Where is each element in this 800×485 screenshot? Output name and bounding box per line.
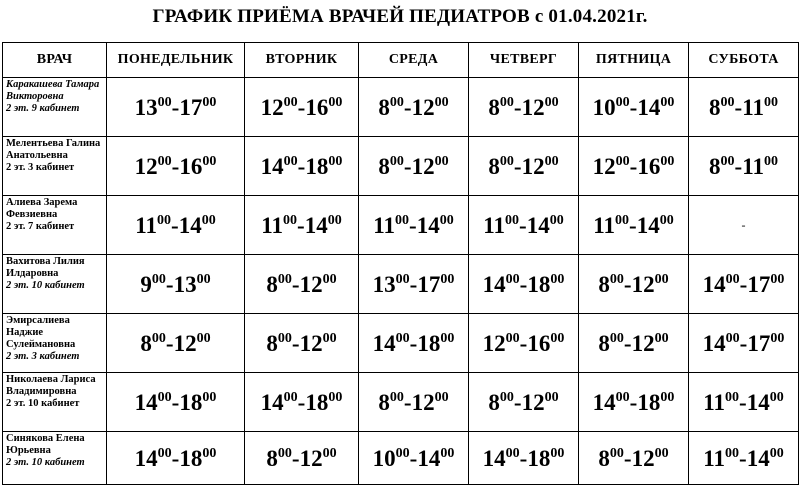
start-hour: 14 bbox=[702, 271, 726, 297]
time-cell-friday: $11^{00}-14^{00}$ bbox=[579, 196, 689, 255]
end-hour: 14 bbox=[178, 212, 202, 238]
end-minutes: 00 bbox=[550, 445, 565, 461]
start-minutes: 00 bbox=[157, 94, 172, 110]
doctor-room: 2 эт. 3 кабинет bbox=[6, 351, 80, 362]
start-minutes: 00 bbox=[395, 271, 410, 287]
doctor-row bbox=[3, 314, 799, 373]
end-hour: 12 bbox=[411, 389, 435, 415]
start-hour: 13 bbox=[372, 271, 396, 297]
doctor-room: 2 эт. 10 кабинет bbox=[6, 398, 80, 409]
start-minutes: 00 bbox=[283, 389, 298, 405]
start-hour: 14 bbox=[372, 330, 396, 356]
start-minutes: 00 bbox=[609, 271, 624, 287]
end-minutes: 00 bbox=[322, 330, 337, 346]
doctor-name: Эмирсалиева Наджие Сулеймановна bbox=[6, 315, 76, 350]
end-minutes: 00 bbox=[202, 153, 217, 169]
end-minutes: 00 bbox=[763, 153, 778, 169]
start-minutes: 00 bbox=[725, 445, 740, 461]
end-minutes: 00 bbox=[549, 212, 564, 228]
start-hour: 8 bbox=[266, 330, 278, 356]
end-hour: 16 bbox=[305, 94, 329, 120]
end-minutes: 00 bbox=[769, 389, 784, 405]
start-hour: 14 bbox=[260, 153, 284, 179]
start-minutes: 00 bbox=[151, 330, 166, 346]
start-hour: 8 bbox=[488, 153, 500, 179]
end-hour: 14 bbox=[416, 212, 440, 238]
end-hour: 14 bbox=[304, 212, 328, 238]
end-minutes: 00 bbox=[196, 330, 211, 346]
end-hour: 13 bbox=[173, 271, 197, 297]
start-hour: 8 bbox=[266, 271, 278, 297]
end-hour: 12 bbox=[631, 445, 655, 471]
end-hour: 18 bbox=[305, 153, 329, 179]
start-minutes: 00 bbox=[615, 94, 630, 110]
end-hour: 18 bbox=[305, 389, 329, 415]
end-hour: 12 bbox=[521, 389, 545, 415]
time-cell-tuesday: $11^{00}-14^{00}$ bbox=[245, 196, 359, 255]
header-thursday: ЧЕТВЕРГ bbox=[469, 43, 579, 78]
start-hour: 12 bbox=[260, 94, 284, 120]
start-minutes: 00 bbox=[505, 271, 520, 287]
time-cell-monday: $14^{00}-18^{00}$ bbox=[107, 432, 245, 485]
doctor-cell bbox=[3, 314, 107, 373]
doctor-name: Мелентьева Галина Анатольевна bbox=[6, 138, 101, 161]
start-minutes: 00 bbox=[615, 389, 630, 405]
time-cell-saturday: $8^{00}-11^{00}$ bbox=[689, 137, 799, 196]
start-minutes: 00 bbox=[395, 445, 410, 461]
end-hour: 12 bbox=[631, 330, 655, 356]
header-row bbox=[3, 43, 799, 78]
time-cell-monday: $11^{00}-14^{00}$ bbox=[107, 196, 245, 255]
doctor-cell bbox=[3, 432, 107, 485]
start-minutes: 00 bbox=[157, 212, 172, 228]
time-cell-monday: $14^{00}-18^{00}$ bbox=[107, 373, 245, 432]
time-cell-monday: $12^{00}-16^{00}$ bbox=[107, 137, 245, 196]
end-hour: 18 bbox=[637, 389, 661, 415]
start-hour: 14 bbox=[482, 271, 506, 297]
start-minutes: 00 bbox=[157, 153, 172, 169]
start-minutes: 00 bbox=[499, 94, 514, 110]
no-reception-mark: - bbox=[741, 218, 746, 232]
time-cell-friday: $8^{00}-12^{00}$ bbox=[579, 255, 689, 314]
start-hour: 11 bbox=[703, 445, 726, 471]
doctor-cell bbox=[3, 78, 107, 137]
end-minutes: 00 bbox=[434, 94, 449, 110]
time-cell-tuesday: $8^{00}-12^{00}$ bbox=[245, 432, 359, 485]
doctor-row bbox=[3, 196, 799, 255]
end-hour: 14 bbox=[417, 445, 441, 471]
start-minutes: 00 bbox=[725, 271, 740, 287]
end-hour: 12 bbox=[631, 271, 655, 297]
end-hour: 18 bbox=[527, 271, 551, 297]
end-hour: 17 bbox=[417, 271, 441, 297]
header-monday: ПОНЕДЕЛЬНИК bbox=[107, 43, 245, 78]
start-minutes: 00 bbox=[283, 212, 298, 228]
end-minutes: 00 bbox=[439, 212, 454, 228]
time-cell-wednesday: $10^{00}-14^{00}$ bbox=[359, 432, 469, 485]
time-cell-thursday: $12^{00}-16^{00}$ bbox=[469, 314, 579, 373]
start-minutes: 00 bbox=[157, 389, 172, 405]
time-cell-saturday bbox=[689, 196, 799, 255]
end-minutes: 00 bbox=[544, 94, 559, 110]
end-minutes: 00 bbox=[763, 94, 778, 110]
end-minutes: 00 bbox=[440, 330, 455, 346]
start-minutes: 00 bbox=[499, 153, 514, 169]
start-hour: 12 bbox=[592, 153, 616, 179]
start-hour: 8 bbox=[266, 445, 278, 471]
start-minutes: 00 bbox=[505, 445, 520, 461]
end-hour: 17 bbox=[747, 330, 771, 356]
doctor-name: Синякова Елена Юрьевна bbox=[6, 433, 85, 456]
end-minutes: 00 bbox=[434, 389, 449, 405]
end-hour: 18 bbox=[179, 445, 203, 471]
end-hour: 14 bbox=[746, 445, 770, 471]
time-cell-saturday: $11^{00}-14^{00}$ bbox=[689, 432, 799, 485]
start-hour: 14 bbox=[702, 330, 726, 356]
start-hour: 10 bbox=[592, 94, 616, 120]
time-cell-wednesday: $8^{00}-12^{00}$ bbox=[359, 78, 469, 137]
page-title: ГРАФИК ПРИЁМА ВРАЧЕЙ ПЕДИАТРОВ с 01.04.2021г. bbox=[152, 6, 648, 27]
time-cell-monday: $8^{00}-12^{00}$ bbox=[107, 314, 245, 373]
time-cell-wednesday: $14^{00}-18^{00}$ bbox=[359, 314, 469, 373]
time-cell-saturday: $8^{00}-11^{00}$ bbox=[689, 78, 799, 137]
doctor-cell bbox=[3, 196, 107, 255]
end-hour: 14 bbox=[746, 389, 770, 415]
time-cell-wednesday: $8^{00}-12^{00}$ bbox=[359, 373, 469, 432]
time-cell-friday: $8^{00}-12^{00}$ bbox=[579, 432, 689, 485]
end-minutes: 00 bbox=[654, 445, 669, 461]
start-minutes: 00 bbox=[609, 445, 624, 461]
end-minutes: 00 bbox=[322, 445, 337, 461]
start-minutes: 00 bbox=[505, 212, 520, 228]
start-hour: 11 bbox=[261, 212, 284, 238]
doctor-room: 2 эт. 10 кабинет bbox=[6, 280, 85, 291]
end-hour: 11 bbox=[742, 153, 764, 179]
end-minutes: 00 bbox=[654, 271, 669, 287]
start-hour: 11 bbox=[483, 212, 506, 238]
start-hour: 11 bbox=[373, 212, 396, 238]
doctor-name: Николаева Лариса Владимировна bbox=[6, 374, 96, 397]
start-minutes: 00 bbox=[505, 330, 520, 346]
start-hour: 8 bbox=[709, 94, 721, 120]
end-minutes: 00 bbox=[660, 389, 675, 405]
time-cell-wednesday: $13^{00}-17^{00}$ bbox=[359, 255, 469, 314]
start-hour: 8 bbox=[140, 330, 152, 356]
start-minutes: 00 bbox=[395, 212, 410, 228]
start-hour: 14 bbox=[482, 445, 506, 471]
end-minutes: 00 bbox=[440, 271, 455, 287]
header-doctor: ВРАЧ bbox=[3, 43, 107, 78]
start-minutes: 00 bbox=[157, 445, 172, 461]
end-minutes: 00 bbox=[201, 212, 216, 228]
end-hour: 12 bbox=[411, 94, 435, 120]
time-cell-tuesday: $14^{00}-18^{00}$ bbox=[245, 373, 359, 432]
end-minutes: 00 bbox=[769, 445, 784, 461]
doctor-name: Алиева Зарема Февзиевна bbox=[6, 197, 78, 220]
doctor-room: 2 эт. 10 кабинет bbox=[6, 457, 85, 468]
start-hour: 11 bbox=[135, 212, 158, 238]
doctor-row bbox=[3, 255, 799, 314]
start-minutes: 00 bbox=[609, 330, 624, 346]
start-minutes: 00 bbox=[389, 389, 404, 405]
time-cell-thursday: $8^{00}-12^{00}$ bbox=[469, 373, 579, 432]
end-hour: 14 bbox=[636, 212, 660, 238]
end-minutes: 00 bbox=[202, 389, 217, 405]
start-hour: 8 bbox=[378, 389, 390, 415]
start-hour: 8 bbox=[598, 445, 610, 471]
end-minutes: 00 bbox=[202, 445, 217, 461]
schedule-table bbox=[2, 42, 799, 485]
doctor-row bbox=[3, 78, 799, 137]
end-minutes: 00 bbox=[654, 330, 669, 346]
end-hour: 18 bbox=[417, 330, 441, 356]
start-minutes: 00 bbox=[389, 94, 404, 110]
time-cell-thursday: $8^{00}-12^{00}$ bbox=[469, 137, 579, 196]
time-cell-monday: $13^{00}-17^{00}$ bbox=[107, 78, 245, 137]
start-hour: 12 bbox=[134, 153, 158, 179]
end-hour: 16 bbox=[637, 153, 661, 179]
start-hour: 11 bbox=[703, 389, 726, 415]
time-cell-friday: $14^{00}-18^{00}$ bbox=[579, 373, 689, 432]
doctor-room: 2 эт. 7 кабинет bbox=[6, 221, 75, 232]
end-hour: 12 bbox=[299, 445, 323, 471]
end-hour: 12 bbox=[411, 153, 435, 179]
end-minutes: 00 bbox=[328, 153, 343, 169]
header-friday: ПЯТНИЦА bbox=[579, 43, 689, 78]
start-hour: 14 bbox=[592, 389, 616, 415]
start-hour: 8 bbox=[709, 153, 721, 179]
time-cell-wednesday: $11^{00}-14^{00}$ bbox=[359, 196, 469, 255]
start-minutes: 00 bbox=[499, 389, 514, 405]
doctor-row bbox=[3, 432, 799, 485]
time-cell-saturday: $14^{00}-17^{00}$ bbox=[689, 255, 799, 314]
doctor-row bbox=[3, 137, 799, 196]
start-minutes: 00 bbox=[615, 153, 630, 169]
end-hour: 11 bbox=[742, 94, 764, 120]
end-hour: 14 bbox=[637, 94, 661, 120]
start-hour: 14 bbox=[260, 389, 284, 415]
end-minutes: 00 bbox=[660, 153, 675, 169]
start-hour: 10 bbox=[372, 445, 396, 471]
end-minutes: 00 bbox=[322, 271, 337, 287]
start-minutes: 00 bbox=[151, 271, 166, 287]
doctor-name: Каракашева Тамара Викторовна bbox=[6, 79, 100, 102]
time-cell-friday: $8^{00}-12^{00}$ bbox=[579, 314, 689, 373]
end-minutes: 00 bbox=[659, 212, 674, 228]
start-minutes: 00 bbox=[615, 212, 630, 228]
start-hour: 8 bbox=[378, 153, 390, 179]
start-hour: 8 bbox=[598, 330, 610, 356]
time-cell-tuesday: $14^{00}-18^{00}$ bbox=[245, 137, 359, 196]
time-cell-tuesday: $8^{00}-12^{00}$ bbox=[245, 314, 359, 373]
doctor-room: 2 эт. 9 кабинет bbox=[6, 103, 80, 114]
end-minutes: 00 bbox=[328, 94, 343, 110]
start-minutes: 00 bbox=[725, 389, 740, 405]
time-cell-tuesday: $12^{00}-16^{00}$ bbox=[245, 78, 359, 137]
end-hour: 18 bbox=[179, 389, 203, 415]
time-cell-thursday: $14^{00}-18^{00}$ bbox=[469, 255, 579, 314]
end-minutes: 00 bbox=[660, 94, 675, 110]
doctor-room: 2 эт. 3 кабинет bbox=[6, 162, 75, 173]
time-cell-monday: $9^{00}-13^{00}$ bbox=[107, 255, 245, 314]
end-minutes: 00 bbox=[770, 330, 785, 346]
time-cell-thursday: $8^{00}-12^{00}$ bbox=[469, 78, 579, 137]
start-minutes: 00 bbox=[283, 153, 298, 169]
header-wednesday: СРЕДА bbox=[359, 43, 469, 78]
start-hour: 14 bbox=[134, 445, 158, 471]
start-hour: 8 bbox=[488, 389, 500, 415]
doctor-cell bbox=[3, 373, 107, 432]
end-hour: 12 bbox=[173, 330, 197, 356]
end-hour: 17 bbox=[179, 94, 203, 120]
start-hour: 9 bbox=[140, 271, 152, 297]
start-hour: 14 bbox=[134, 389, 158, 415]
start-minutes: 00 bbox=[395, 330, 410, 346]
start-hour: 11 bbox=[593, 212, 616, 238]
end-minutes: 00 bbox=[434, 153, 449, 169]
start-minutes: 00 bbox=[283, 94, 298, 110]
end-hour: 12 bbox=[521, 153, 545, 179]
start-hour: 8 bbox=[598, 271, 610, 297]
doctor-cell bbox=[3, 255, 107, 314]
time-cell-tuesday: $8^{00}-12^{00}$ bbox=[245, 255, 359, 314]
end-hour: 18 bbox=[527, 445, 551, 471]
time-cell-wednesday: $8^{00}-12^{00}$ bbox=[359, 137, 469, 196]
end-minutes: 00 bbox=[544, 153, 559, 169]
end-minutes: 00 bbox=[770, 271, 785, 287]
end-hour: 12 bbox=[299, 271, 323, 297]
end-hour: 16 bbox=[527, 330, 551, 356]
start-hour: 8 bbox=[488, 94, 500, 120]
time-cell-friday: $10^{00}-14^{00}$ bbox=[579, 78, 689, 137]
start-minutes: 00 bbox=[277, 271, 292, 287]
end-minutes: 00 bbox=[328, 389, 343, 405]
start-minutes: 00 bbox=[725, 330, 740, 346]
start-minutes: 00 bbox=[720, 153, 735, 169]
end-minutes: 00 bbox=[550, 330, 565, 346]
start-minutes: 00 bbox=[277, 445, 292, 461]
start-minutes: 00 bbox=[277, 330, 292, 346]
doctor-cell bbox=[3, 137, 107, 196]
end-minutes: 00 bbox=[196, 271, 211, 287]
start-hour: 12 bbox=[482, 330, 506, 356]
time-cell-saturday: $14^{00}-17^{00}$ bbox=[689, 314, 799, 373]
end-minutes: 00 bbox=[440, 445, 455, 461]
end-hour: 14 bbox=[526, 212, 550, 238]
end-hour: 16 bbox=[179, 153, 203, 179]
time-cell-thursday: $14^{00}-18^{00}$ bbox=[469, 432, 579, 485]
doctor-row bbox=[3, 373, 799, 432]
time-cell-saturday: $11^{00}-14^{00}$ bbox=[689, 373, 799, 432]
doctor-name: Вахитова Лилия Илдаровна bbox=[6, 256, 85, 279]
time-cell-thursday: $11^{00}-14^{00}$ bbox=[469, 196, 579, 255]
header-saturday: СУББОТА bbox=[689, 43, 799, 78]
end-hour: 12 bbox=[521, 94, 545, 120]
end-minutes: 00 bbox=[327, 212, 342, 228]
start-hour: 13 bbox=[134, 94, 158, 120]
start-minutes: 00 bbox=[720, 94, 735, 110]
end-minutes: 00 bbox=[544, 389, 559, 405]
end-hour: 12 bbox=[299, 330, 323, 356]
time-cell-friday: $12^{00}-16^{00}$ bbox=[579, 137, 689, 196]
start-hour: 8 bbox=[378, 94, 390, 120]
header-tuesday: ВТОРНИК bbox=[245, 43, 359, 78]
start-minutes: 00 bbox=[389, 153, 404, 169]
end-minutes: 00 bbox=[202, 94, 217, 110]
schedule-body bbox=[3, 78, 799, 485]
end-minutes: 00 bbox=[550, 271, 565, 287]
end-hour: 17 bbox=[747, 271, 771, 297]
